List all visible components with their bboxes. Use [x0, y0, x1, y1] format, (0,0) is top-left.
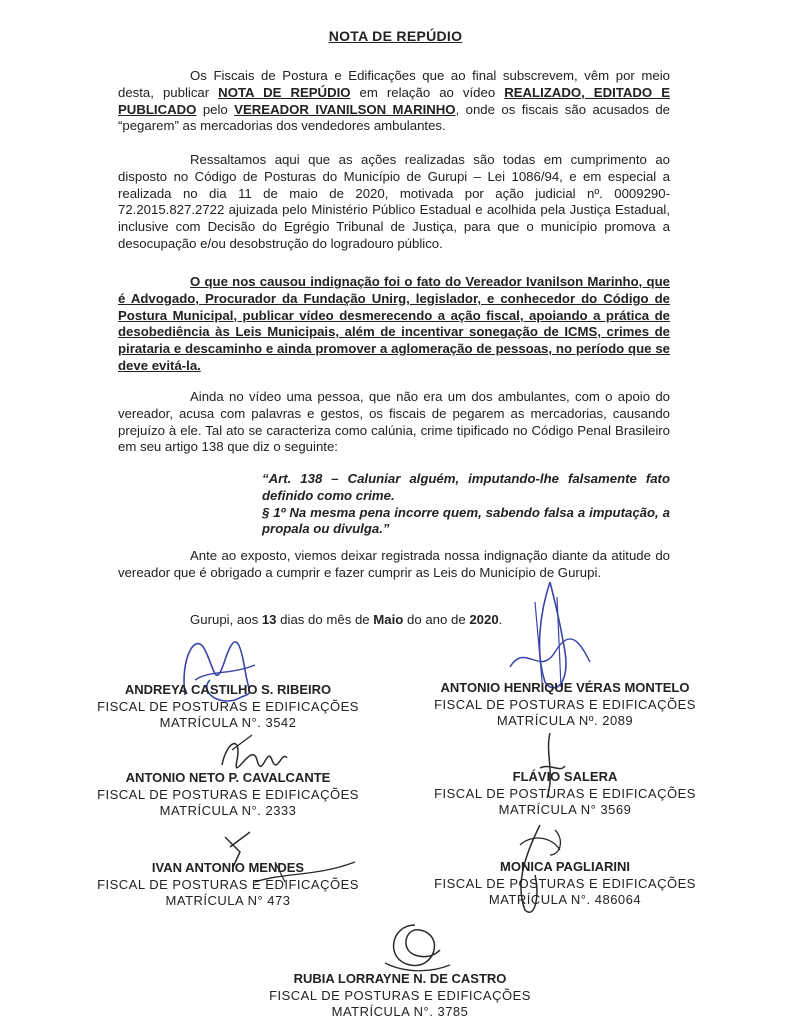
signatory-role: FISCAL DE POSTURAS E EDIFICAÇÕES: [269, 987, 531, 1003]
signature-block-antonio-neto: [58, 770, 398, 820]
signatory-matricula: MATRÍCULA N° 3569: [498, 802, 632, 817]
signatory-name: RUBIA LORRAYNE N. DE CASTRO: [293, 971, 507, 986]
date-month: Maio: [373, 612, 404, 627]
signature-scribble-rubia: [375, 915, 455, 975]
signatory-role: FISCAL DE POSTURAS E EDIFICAÇÕES: [97, 786, 359, 802]
signatory-name: ANTONIO HENRIQUE VÉRAS MONTELO: [440, 680, 690, 695]
signatory-name: IVAN ANTONIO MENDES: [151, 860, 305, 875]
signature-block-ivan: [58, 860, 398, 910]
date-year: 2020: [469, 612, 499, 627]
signatory-matricula: MATRÍCULA N°. 2333: [159, 803, 297, 818]
signatory-name: ANDREYA CASTILHO S. RIBEIRO: [124, 682, 332, 697]
date-suffix: .: [498, 612, 503, 627]
paragraph-indignation: [118, 274, 670, 375]
intro-highlight-2: REALIZADO, EDITADO E PUBLICADO: [118, 84, 670, 117]
signature-scribble-antonio-neto: [212, 730, 292, 775]
paragraph-intro: [118, 68, 670, 135]
signatory-role: FISCAL DE POSTURAS E EDIFICAÇÕES: [434, 785, 696, 801]
signatory-matricula: MATRÍCULA N° 473: [165, 893, 291, 908]
legal-basis-text: Ressaltamos aqui que as ações realizadas são todas em cumprimento ao disposto no Código de Posturas do Município de Gurupi – Lei 1086/94, e em especial a realizada no dia 11 de maio de 2020, motivada por ação judicial nº. 0009290-72.2015.827.2722 ajuizada pelo Ministério Público Estadual e acolhida pela Justiça Estadual, inclusive com Decisão do Egrégio Tribunal de Justiça, para que o município promova a desocupação e/ou desobstrução do logradouro público.: [118, 152, 670, 251]
signatory-name: FLÁVIO SALERA: [512, 769, 618, 784]
signatory-name: MONICA PAGLIARINI: [500, 859, 630, 874]
date-prefix: Gurupi, aos: [190, 612, 262, 627]
intro-text-1: Os Fiscais de Postura e Edificações que ao final subscrevem, vêm por meio desta, publicar: [118, 68, 670, 100]
signatory-matricula: MATRÍCULA N°. 486064: [488, 892, 642, 907]
signature-block-andreya: [58, 682, 398, 732]
calumny-text: Ainda no vídeo uma pessoa, que não era um dos ambulantes, com o apoio do vereador, acusa com palavras e gestos, os fiscais de pegarem as mercadorias, causando prejuízo à ele. Tal ato se caracteriza como calúnia, crime tipificado no Código Penal Brasileiro em seu artigo 138 que diz o seguinte:: [118, 389, 670, 455]
signature-block-flavio: [400, 769, 730, 819]
signature-block-rubia: [230, 971, 570, 1021]
signature-block-monica: [400, 859, 730, 909]
signatory-role: FISCAL DE POSTURAS E EDIFICAÇÕES: [434, 696, 696, 712]
signatory-matricula: MATRÍCULA Nº. 2089: [496, 713, 634, 728]
paragraph-legal-basis: [118, 152, 670, 253]
signatory-role: FISCAL DE POSTURAS E EDIFICAÇÕES: [434, 875, 696, 891]
conclusion-text: Ante ao exposto, viemos deixar registrada nossa indignação diante da atitude do vereador que é obrigado a cumprir e fazer cumprir as Leis do Município de Gurupi.: [118, 548, 670, 580]
date-mid-1: dias do mês de: [276, 612, 374, 627]
intro-text-2: em relação ao vídeo: [350, 84, 505, 100]
intro-highlight-1: NOTA DE REPÚDIO: [218, 84, 351, 100]
indignation-text: O que nos causou indignação foi o fato do Vereador Ivanilson Marinho, que é Advogado, Procurador da Fundação Unirg, legislador, e conhecedor do Código de Postura Municipal, publicar vídeo desmerecendo a ação fiscal, apoiando a prática de desobediência às Leis Municipais, além de incentivar sonegação de ICMS, crimes de pirataria e descaminho e ainda promover a aglomeração de pessoas, no período que se deve evitá-la.: [118, 274, 670, 373]
signatory-role: FISCAL DE POSTURAS E EDIFICAÇÕES: [97, 876, 359, 892]
signatory-matricula: MATRÍCULA N°. 3785: [331, 1004, 469, 1019]
signature-block-antonio-henrique: [400, 680, 730, 730]
intro-text-4: , onde os fiscais são acusados de “pegarem” as mercadorias dos vendedores ambulantes.: [118, 101, 670, 134]
date-mid-2: do ano de: [403, 612, 470, 627]
quote-article-138: “Art. 138 – Caluniar alguém, imputando-lhe falsamente fato definido como crime.: [262, 471, 670, 503]
intro-text-3: pelo: [196, 101, 235, 117]
document-title: NOTA DE REPÚDIO: [328, 28, 463, 44]
intro-highlight-3: VEREADOR IVANILSON MARINHO: [234, 101, 456, 117]
legal-quote: [262, 471, 670, 538]
date-day: 13: [261, 612, 277, 627]
signatory-name: ANTONIO NETO P. CAVALCANTE: [125, 770, 331, 785]
signatory-matricula: MATRÍCULA N°. 3542: [159, 715, 297, 730]
paragraph-calumny: [118, 389, 670, 456]
signatory-role: FISCAL DE POSTURAS E EDIFICAÇÕES: [97, 698, 359, 714]
quote-paragraph-1: § 1º Na mesma pena incorre quem, sabendo falsa a imputação, a propala ou divulga.”: [262, 504, 670, 537]
